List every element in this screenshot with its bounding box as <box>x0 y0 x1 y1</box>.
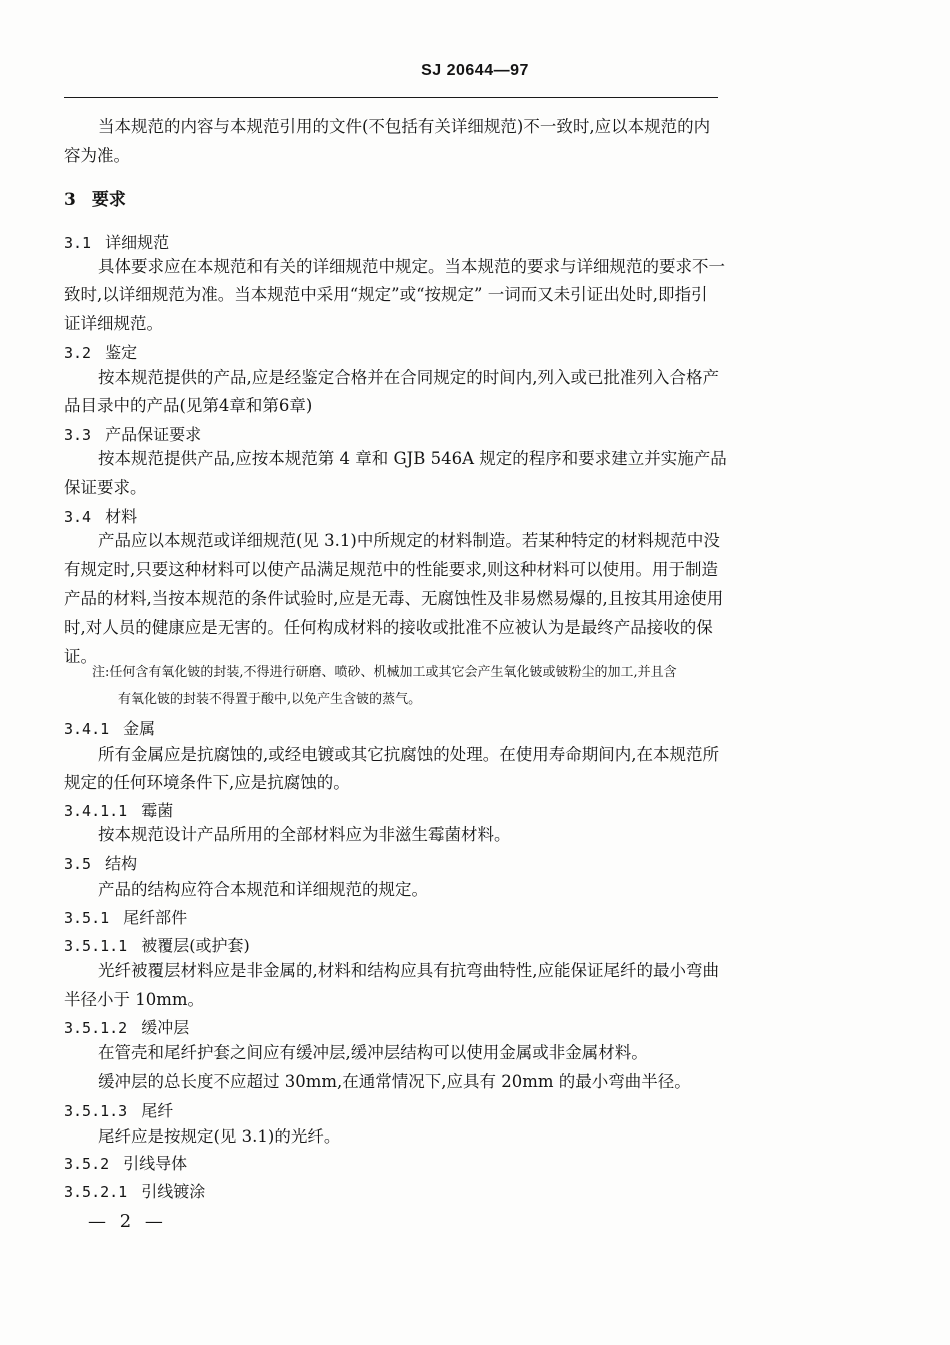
subsection-heading <box>64 935 250 957</box>
header-rule <box>64 97 718 98</box>
heading-number: 3.5.1.1 <box>64 937 128 955</box>
page-number: — 2 — <box>88 1211 167 1232</box>
note-line: 注:任何含有氧化铍的封装,不得进行研磨、喷砂、机械加工或其它会产生氧化铍或铍粉尘的加工,并且含 <box>92 665 677 680</box>
para-line: 致时,以详细规范为准。当本规范中采用“规定”或“按规定” 一词而又未引证出处时,即指引 <box>64 285 708 304</box>
heading-title: 引线导体 <box>123 1154 188 1173</box>
para-line: 有规定时,只要这种材料可以使产品满足规范中的性能要求,则这种材料可以使用。用于制造 <box>64 560 718 579</box>
para-line: 按本规范提供的产品,应是经鉴定合格并在合同规定的时间内,列入或已批准列入合格产 <box>98 368 719 387</box>
heading-number: 3.4.1.1 <box>64 802 128 820</box>
subsection-heading <box>64 232 169 254</box>
para-line: 保证要求。 <box>64 478 147 497</box>
para-line: 在管壳和尾纤护套之间应有缓冲层,缓冲层结构可以使用金属或非金属材料。 <box>98 1043 648 1062</box>
para-line: 缓冲层的总长度不应超过 30mm,在通常情况下,应具有 20mm 的最小弯曲半径。 <box>98 1072 691 1091</box>
standard-code-header: SJ 20644—97 <box>421 62 529 79</box>
subsection-heading <box>64 718 155 740</box>
heading-title: 被覆层(或护套) <box>141 936 250 955</box>
heading-number: 3.4.1 <box>64 720 110 738</box>
subsection-heading <box>64 424 201 446</box>
heading-title: 产品保证要求 <box>105 425 202 444</box>
heading-number: 3.3 <box>64 426 92 444</box>
para-line: 当本规范的内容与本规范引用的文件(不包括有关详细规范)不一致时,应以本规范的内 <box>98 117 711 136</box>
subsection-heading <box>64 1100 173 1122</box>
para-line: 尾纤应是按规定(见 3.1)的光纤。 <box>98 1127 341 1146</box>
para-line: 时,对人员的健康应是无害的。任何构成材料的接收或批准不应被认为是最终产品接收的保 <box>64 618 713 637</box>
para-line: 规定的任何环境条件下,应是抗腐蚀的。 <box>64 773 350 792</box>
subsection-heading <box>64 342 137 364</box>
heading-title: 鉴定 <box>105 343 138 362</box>
heading-number: 3.5.1 <box>64 909 110 927</box>
subsection-heading <box>64 506 137 528</box>
para-line: 按本规范设计产品所用的全部材料应为非滋生霉菌材料。 <box>98 825 511 844</box>
note-line: 有氧化铍的封装不得置于酸中,以免产生含铍的蒸气。 <box>118 692 422 707</box>
heading-number: 3.5.2.1 <box>64 1183 128 1201</box>
heading-title: 霉菌 <box>141 801 174 820</box>
section-number: 3 <box>64 190 76 210</box>
heading-title: 详细规范 <box>105 233 170 252</box>
heading-number: 3.1 <box>64 234 92 252</box>
heading-number: 3.2 <box>64 344 92 362</box>
para-line: 证详细规范。 <box>64 314 163 333</box>
heading-title: 材料 <box>105 507 138 526</box>
heading-title: 金属 <box>123 719 156 738</box>
section-heading <box>64 189 126 211</box>
heading-title: 尾纤部件 <box>123 908 188 927</box>
para-line: 证。 <box>64 647 97 666</box>
para-line: 产品应以本规范或详细规范(见 3.1)中所规定的材料制造。若某种特定的材料规范中没 <box>98 531 720 550</box>
subsection-heading <box>64 907 187 929</box>
section-title: 要求 <box>91 190 126 210</box>
heading-number: 3.4 <box>64 508 92 526</box>
para-line: 具体要求应在本规范和有关的详细规范中规定。当本规范的要求与详细规范的要求不一 <box>98 257 725 276</box>
heading-title: 尾纤 <box>141 1101 174 1120</box>
subsection-heading <box>64 800 173 822</box>
para-line: 品目录中的产品(见第4章和第6章) <box>64 396 313 415</box>
heading-title: 缓冲层 <box>141 1018 190 1037</box>
heading-number: 3.5.2 <box>64 1155 110 1173</box>
heading-number: 3.5.1.2 <box>64 1019 128 1037</box>
para-line: 光纤被覆层材料应是非金属的,材料和结构应具有抗弯曲特性,应能保证尾纤的最小弯曲 <box>98 961 719 980</box>
heading-number: 3.5.1.3 <box>64 1102 128 1120</box>
heading-title: 引线镀涂 <box>141 1182 206 1201</box>
subsection-heading <box>64 853 137 875</box>
para-line: 所有金属应是抗腐蚀的,或经电镀或其它抗腐蚀的处理。在使用寿命期间内,在本规范所 <box>98 745 719 764</box>
heading-number: 3.5 <box>64 855 92 873</box>
para-line: 按本规范提供产品,应按本规范第 4 章和 GJB 546A 规定的程序和要求建立并实施产品 <box>98 449 727 468</box>
subsection-heading <box>64 1181 205 1203</box>
heading-title: 结构 <box>105 854 138 873</box>
para-line: 半径小于 10mm。 <box>64 990 205 1009</box>
para-line: 产品的结构应符合本规范和详细规范的规定。 <box>98 880 428 899</box>
para-line: 产品的材料,当按本规范的条件试验时,应是无毒、无腐蚀性及非易燃易爆的,且按其用途使用 <box>64 589 724 608</box>
subsection-heading <box>64 1017 189 1039</box>
para-line: 容为准。 <box>64 146 130 165</box>
subsection-heading <box>64 1153 187 1175</box>
